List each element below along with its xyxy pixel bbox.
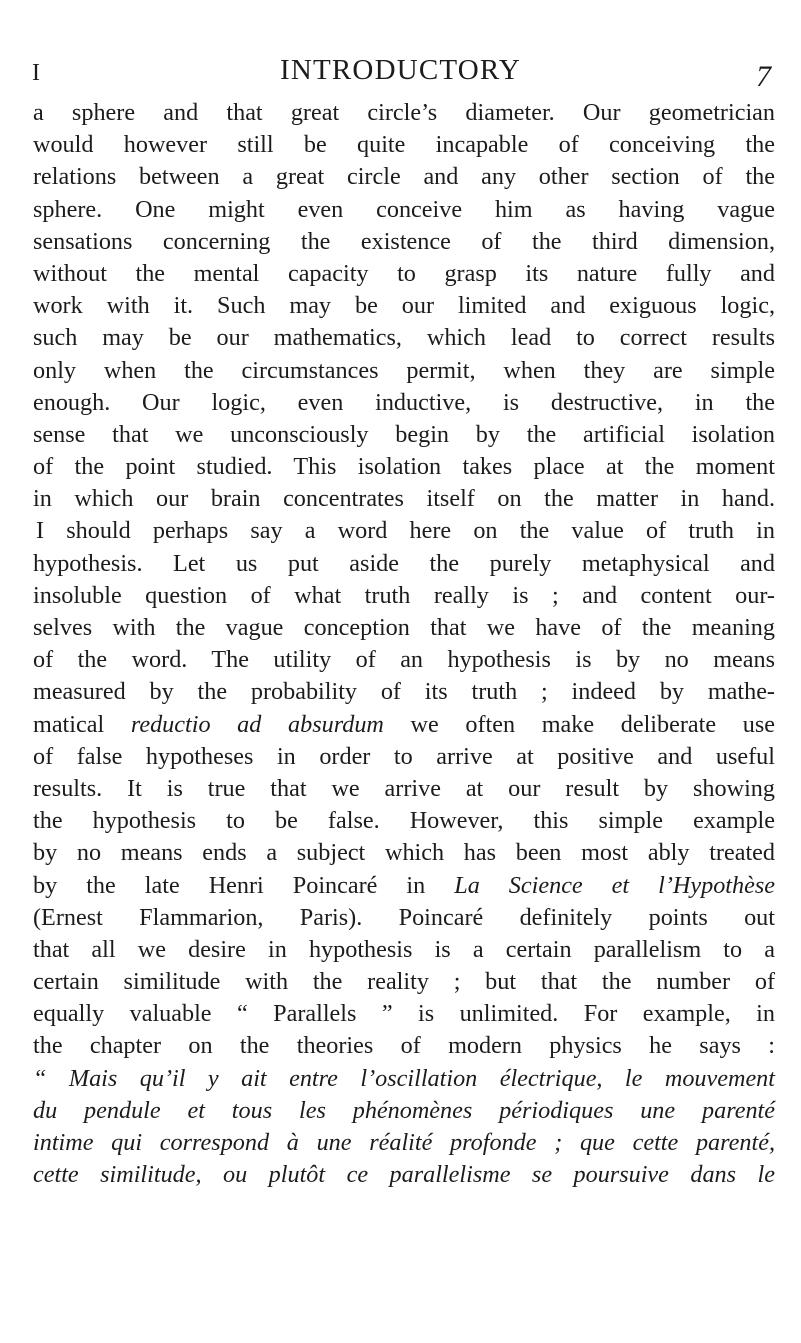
- quote-line: intime qui correspond à une réalité profonde ; que cette parenté,: [33, 1129, 775, 1156]
- text-line: selves with the vague conception that we have of the meaning: [33, 614, 775, 641]
- line-text: by the late Henri Poincaré in: [33, 871, 455, 899]
- text-line: results. It is true that we arrive at our result by showing: [33, 774, 775, 802]
- text-line: of false hypotheses in order to arrive at positive and useful: [33, 742, 775, 770]
- quote-line: “ Mais qu’il y ait entre l’oscillation électrique, le mouvement: [33, 1064, 775, 1092]
- text-line: I should perhaps say a word here on the value of truth in: [36, 517, 775, 545]
- text-line-book-title: [33, 870, 775, 902]
- text-line: work with it. Such may be our limited and exiguous logic,: [33, 292, 775, 320]
- text-line: hypothesis. Let us put aside the purely metaphysical and: [33, 549, 775, 577]
- text-line: of the word. The utility of an hypothesis is by no means: [33, 646, 775, 674]
- quote-line: cette similitude, ou plutôt ce parallelisme se poursuive dans le: [33, 1161, 775, 1189]
- text-line: relations between a great circle and any other section of the: [33, 163, 775, 191]
- text-line: without the mental capacity to grasp its nature fully and: [33, 259, 775, 287]
- text-line: equally valuable “ Parallels ” is unlimited. For example, in: [33, 1000, 775, 1028]
- page-number: 7: [756, 60, 771, 93]
- quote-line: du pendule et tous les phénomènes périodiques une parenté: [33, 1096, 775, 1124]
- text-line: insoluble question of what truth really is ; and content our-: [33, 581, 775, 609]
- text-line: by no means ends a subject which has been most ably treated: [33, 839, 775, 867]
- text-line: in which our brain concentrates itself on the matter in hand.: [33, 485, 775, 513]
- text-line: (Ernest Flammarion, Paris). Poincaré definitely points out: [33, 903, 775, 931]
- text-line: the hypothesis to be false. However, this simple example: [33, 807, 775, 835]
- book-title: La Science et l’Hypothèse: [454, 871, 776, 899]
- text-line-reductio: [33, 709, 775, 741]
- line-text: matical: [33, 710, 131, 738]
- text-line: only when the circumstances permit, when they are simple: [33, 356, 775, 384]
- text-line: measured by the probability of its truth ; indeed by mathe-: [33, 678, 775, 706]
- body-text: [33, 97, 775, 1191]
- running-title: INTRODUCTORY: [279, 54, 522, 86]
- text-line: of the point studied. This isolation takes place at the moment: [33, 453, 775, 481]
- text-line: enough. Our logic, even inductive, is destructive, in the: [33, 388, 775, 416]
- text-line: sense that we unconsciously begin by the artificial isolation: [33, 420, 775, 448]
- text-line: would however still be quite incapable of conceiving the: [33, 131, 775, 159]
- line-text: we often make deliberate use: [383, 710, 775, 738]
- text-line: such may be our mathematics, which lead to correct results: [33, 324, 775, 352]
- text-line: the chapter on the theories of modern physics he says :: [33, 1032, 775, 1060]
- chapter-number: I: [32, 60, 41, 86]
- text-line: certain similitude with the reality ; but that the number of: [33, 968, 775, 996]
- page-header: [0, 54, 801, 94]
- text-line: that all we desire in hypothesis is a certain parallelism to a: [33, 935, 775, 963]
- text-line: a sphere and that great circle’s diameter. Our geometrician: [33, 99, 775, 126]
- text-line: sphere. One might even conceive him as having vague: [33, 195, 775, 223]
- italic-phrase: reductio ad absurdum: [130, 710, 384, 738]
- text-line: sensations concerning the existence of the third dimension,: [33, 227, 775, 255]
